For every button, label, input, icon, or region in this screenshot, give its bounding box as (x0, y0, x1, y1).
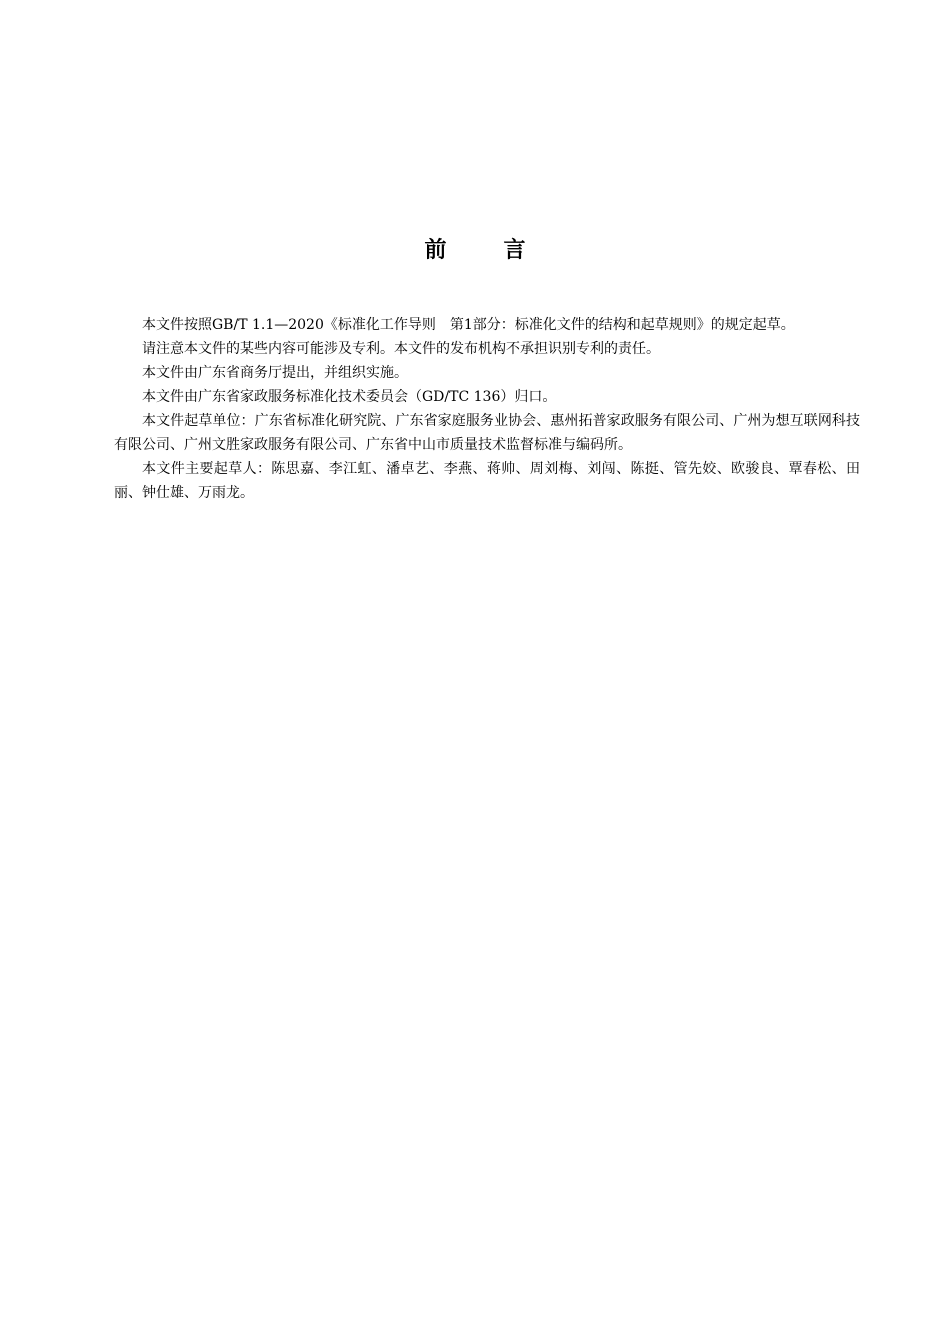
paragraph-drafters: 本文件主要起草人：陈思嘉、李江虹、潘卓艺、李燕、蒋帅、周刘梅、刘闯、陈挺、管先姣、欧骏良、覃春松、田丽、钟仕雄、万雨龙。 (114, 461, 860, 501)
foreword-body (114, 313, 860, 505)
title-char-1: 前 (424, 238, 447, 263)
page-title (0, 234, 950, 268)
paragraph-committee: 本文件由广东省家政服务标准化技术委员会（GD/TC 136）归口。 (142, 389, 557, 405)
paragraph-proposer: 本文件由广东省商务厅提出，并组织实施。 (142, 365, 408, 381)
title-char-2: 言 (503, 238, 526, 263)
paragraph-patent-notice: 请注意本文件的某些内容可能涉及专利。本文件的发布机构不承担识别专利的责任。 (142, 341, 660, 357)
paragraph-drafting-units: 本文件起草单位：广东省标准化研究院、广东省家庭服务业协会、惠州拓普家政服务有限公司、广州为想互联网科技有限公司、广州文胜家政服务有限公司、广东省中山市质量技术监督标准与编码所。 (114, 413, 860, 453)
paragraph-drafting-rules: 本文件按照GB/T 1.1—2020《标准化工作导则 第1部分：标准化文件的结构和起草规则》的规定起草。 (142, 317, 795, 333)
